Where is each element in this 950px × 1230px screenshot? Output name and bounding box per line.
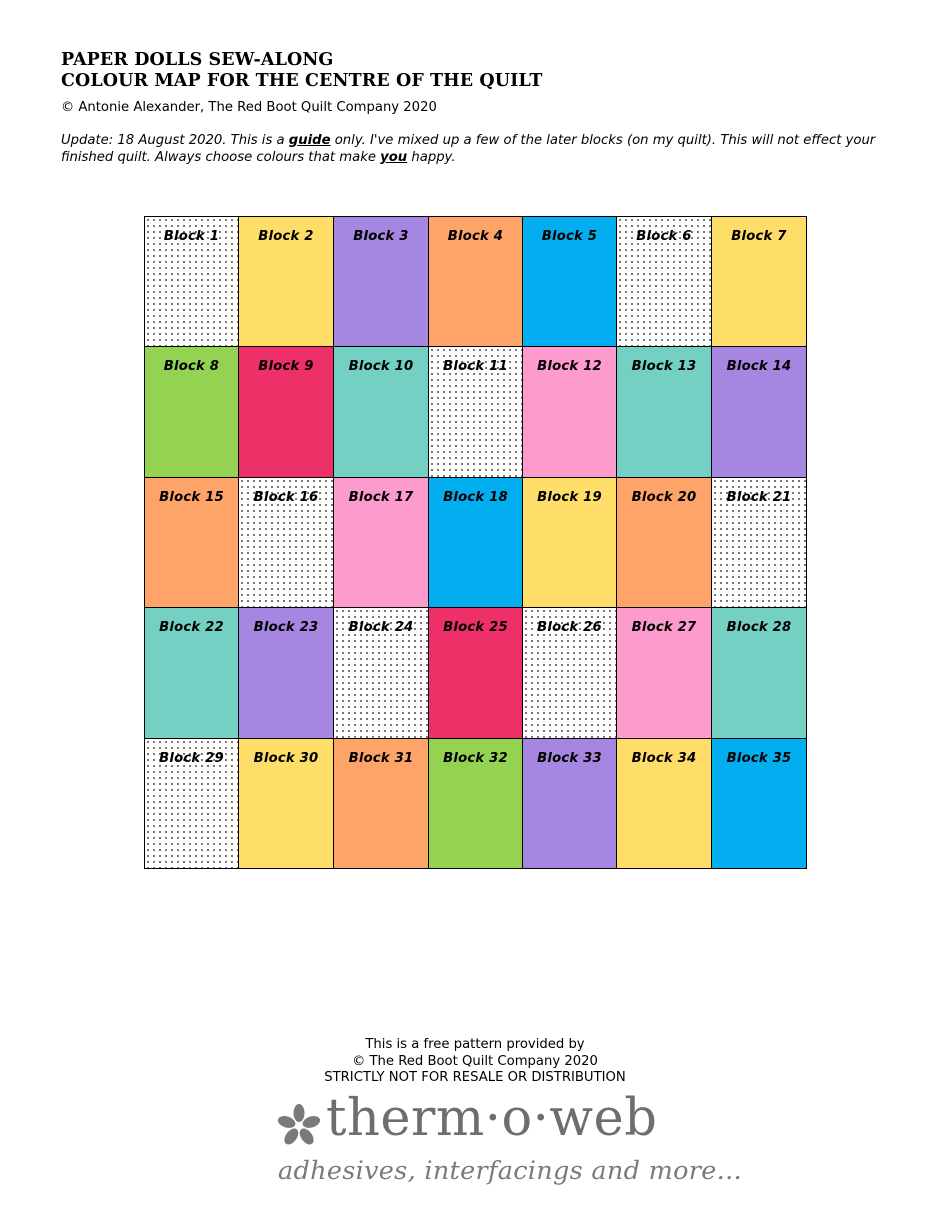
block-label: Block 6 [636,229,692,244]
quilt-block [144,738,239,869]
quilt-block [238,477,334,608]
block-label: Block 24 [348,620,414,635]
update-text-2: only. I've mixed up a few of the later blocks (on my quilt). This will not effect your finished quilt. Always choose colours that make [61,133,876,165]
logo-wordmark: therm·o·web [326,1089,658,1148]
block-label: Block 5 [541,229,598,244]
quilt-block [616,607,712,739]
update-text-3: happy. [407,150,456,165]
quilt-block [616,738,712,869]
block-label: Block 18 [443,490,508,505]
footer-line-1: This is a free pattern provided by [365,1037,585,1052]
update-emphasis-you: you [380,150,408,165]
update-emphasis-guide: guide [288,133,331,148]
block-label: Block 29 [159,751,224,766]
block-label: Block 10 [348,359,414,374]
quilt-block [428,607,523,739]
footer-line-3: STRICTLY NOT FOR RESALE OR DISTRIBUTION [324,1070,626,1085]
quilt-block [333,216,429,347]
quilt-block [238,738,334,869]
quilt-block [333,607,429,739]
quilt-block [616,477,712,608]
flower-icon [276,1103,322,1149]
title-line-2: COLOUR MAP FOR THE CENTRE OF THE QUILT [61,71,543,91]
quilt-block [333,346,429,478]
update-text-1: Update: 18 August 2020. This is a [61,133,289,148]
block-label: Block 34 [631,751,697,766]
block-label: Block 22 [159,620,224,635]
quilt-block [711,738,807,869]
quilt-block [711,346,807,478]
quilt-block [144,346,239,478]
block-label: Block 9 [258,359,314,374]
block-label: Block 20 [631,490,697,505]
title-line-1: PAPER DOLLS SEW-ALONG [61,50,334,70]
quilt-block [711,216,807,347]
quilt-block [711,607,807,739]
footer-line-2: © The Red Boot Quilt Company 2020 [352,1053,598,1069]
block-label: Block 15 [159,490,224,505]
footer [0,1037,950,1087]
quilt-block [238,216,334,347]
quilt-block [428,216,523,347]
quilt-block [144,607,239,739]
quilt-block [522,607,617,739]
quilt-block [522,738,617,869]
quilt-block [522,477,617,608]
block-label: Block 26 [537,620,602,635]
quilt-block [616,346,712,478]
quilt-block [428,346,523,478]
block-label: Block 28 [726,620,792,635]
update-note [61,132,891,166]
block-label: Block 7 [731,229,787,244]
block-label: Block 19 [537,490,602,505]
quilt-block [428,738,523,869]
document-title [61,50,543,92]
quilt-block [238,346,334,478]
block-label: Block 21 [726,490,792,505]
author-copyright: © Antonie Alexander, The Red Boot Quilt Company 2020 [61,100,437,115]
block-label: Block 27 [631,620,697,635]
block-label: Block 11 [443,359,508,374]
block-label: Block 35 [726,751,792,766]
block-label: Block 12 [537,359,602,374]
quilt-block [428,477,523,608]
quilt-block [333,738,429,869]
quilt-block [144,216,239,347]
block-label: Block 23 [253,620,319,635]
block-label: Block 1 [163,229,220,244]
block-label: Block 8 [163,359,220,374]
block-label: Block 25 [443,620,508,635]
block-label: Block 32 [443,751,508,766]
block-label: Block 31 [348,751,414,766]
thermoweb-logo [276,1089,676,1155]
block-label: Block 2 [258,229,314,244]
quilt-block [333,477,429,608]
block-label: Block 3 [353,229,409,244]
quilt-block [711,477,807,608]
block-label: Block 30 [253,751,319,766]
quilt-block [616,216,712,347]
block-label: Block 16 [253,490,319,505]
block-label: Block 14 [726,359,792,374]
quilt-block [144,477,239,608]
block-label: Block 4 [447,229,504,244]
logo-tagline: adhesives, interfacings and more... [278,1156,742,1186]
quilt-block [522,346,617,478]
block-label: Block 13 [631,359,697,374]
quilt-block [522,216,617,347]
block-label: Block 17 [348,490,414,505]
quilt-block [238,607,334,739]
block-label: Block 33 [537,751,602,766]
